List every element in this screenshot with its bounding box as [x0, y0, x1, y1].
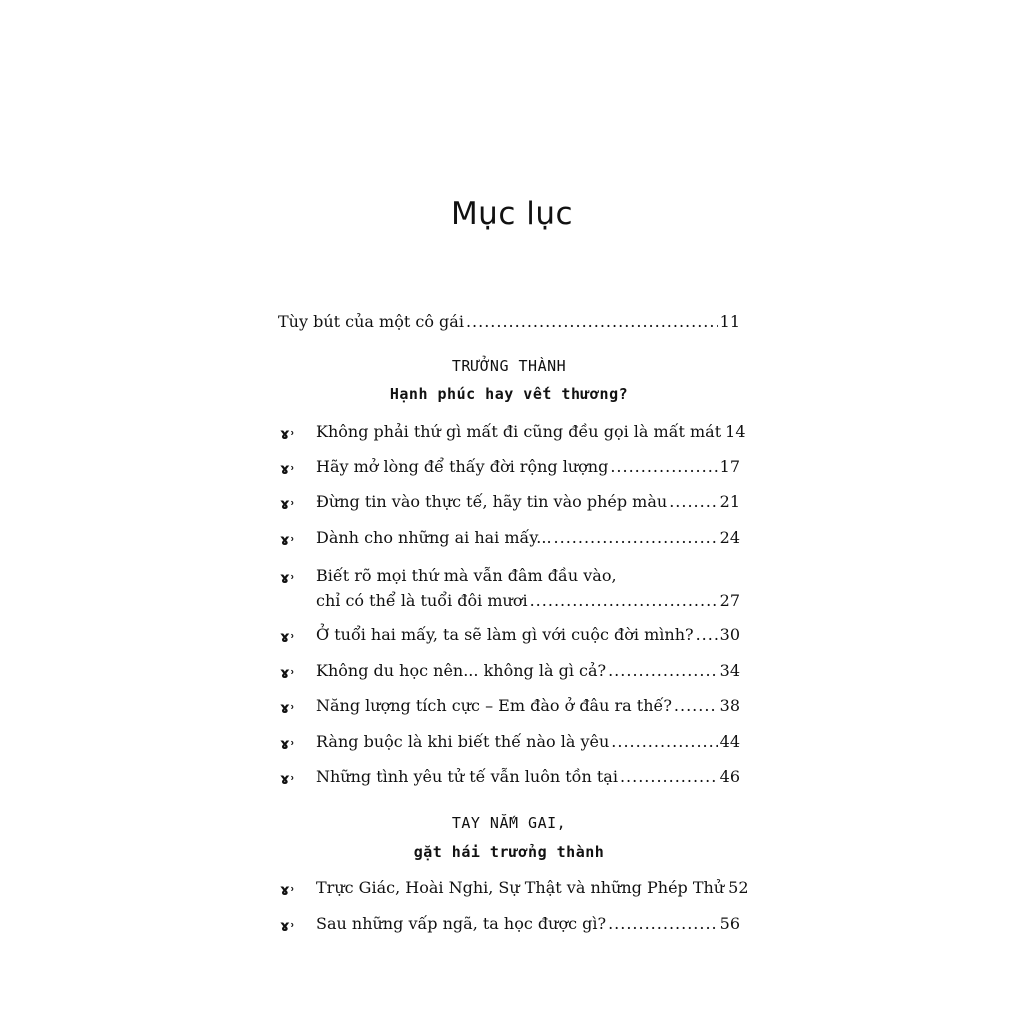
- leader-dots: [674, 696, 718, 715]
- toc-entry-page: 11: [719, 312, 740, 331]
- bullet-icon: ɤ˒: [280, 425, 296, 443]
- toc-entry-text: Đừng tin vào thực tế, hãy tin vào phép màu: [316, 492, 668, 511]
- toc-entry-page: 17: [719, 457, 740, 476]
- section-heading: TRƯỞNG THÀNH: [451, 357, 567, 375]
- section-heading: TAY NẮM GAI,: [451, 814, 567, 832]
- toc-entry-page: 14: [725, 422, 746, 441]
- toc-entry-text: Không du học nên... không là gì cả?: [316, 661, 607, 680]
- toc-entry-text: Ở tuổi hai mấy, ta sẽ làm gì với cuộc đời mình?: [316, 625, 694, 644]
- toc-entry: [316, 732, 740, 751]
- toc-entry: [316, 696, 740, 715]
- leader-dots: [696, 625, 718, 644]
- section-subheading: gặt hái trưởng thành: [413, 843, 605, 861]
- toc-entry: [316, 625, 740, 644]
- bullet-icon: ɤ˒: [280, 628, 296, 646]
- bullet-icon: ɤ˒: [280, 881, 296, 899]
- toc-entry-page: 38: [719, 696, 740, 715]
- toc-entry-text: chỉ có thể là tuổi đôi mươi: [316, 591, 528, 610]
- bullet-icon: ɤ˒: [280, 460, 296, 478]
- toc-entry-page: 56: [719, 914, 740, 933]
- toc-entry-page: 30: [719, 625, 740, 644]
- leader-dots: [610, 457, 717, 476]
- toc-entry-page: 44: [719, 732, 740, 751]
- toc-entry-text: Biết rõ mọi thứ mà vẫn đâm đầu vào,: [316, 566, 617, 585]
- page-title: Mục lục: [450, 196, 574, 232]
- leader-dots: [669, 492, 717, 511]
- toc-entry: [316, 422, 746, 441]
- toc-entry-page: 52: [728, 878, 749, 897]
- section-subheading: Hạnh phúc hay vết thương?: [389, 385, 629, 403]
- toc-entry: [316, 528, 740, 547]
- toc-entry-text: Sau những vấp ngã, ta học được gì?: [316, 914, 607, 933]
- leader-dots: [530, 591, 718, 610]
- toc-entry-page: 24: [719, 528, 740, 547]
- bullet-icon: ɤ˒: [280, 770, 296, 788]
- toc-entry: [316, 457, 740, 476]
- toc-entry-text: Hãy mở lòng để thấy đời rộng lượng: [316, 457, 609, 476]
- bullet-icon: ɤ˒: [280, 664, 296, 682]
- leader-dots: [554, 528, 718, 547]
- toc-entry-page: 21: [719, 492, 740, 511]
- toc-entry: [316, 492, 740, 511]
- toc-entry-page: 34: [719, 661, 740, 680]
- toc-entry: [316, 767, 740, 786]
- bullet-icon: ɤ˒: [280, 495, 296, 513]
- toc-entry: [316, 914, 740, 933]
- bullet-icon: ɤ˒: [280, 917, 296, 935]
- bullet-icon: ɤ˒: [280, 735, 296, 753]
- toc-entry-text: Năng lượng tích cực – Em đào ở đâu ra thế?: [316, 696, 672, 715]
- leader-dots: [620, 767, 718, 786]
- leader-dots: [608, 661, 718, 680]
- toc-entry-text: Những tình yêu tử tế vẫn luôn tồn tại: [316, 767, 618, 786]
- toc-entry-text: Trực Giác, Hoài Nghi, Sự Thật và những Phép Thử: [316, 878, 725, 897]
- toc-entry-text: Tùy bút của một cô gái: [278, 312, 464, 331]
- toc-entry-line1: [316, 566, 740, 585]
- bullet-icon: ɤ˒: [280, 699, 296, 717]
- toc-entry-text: Ràng buộc là khi biết thế nào là yêu: [316, 732, 610, 751]
- toc-entry-page: 27: [719, 591, 740, 610]
- leader-dots: [608, 914, 718, 933]
- bullet-icon: ɤ˒: [280, 569, 296, 587]
- bullet-icon: ɤ˒: [280, 531, 296, 549]
- leader-dots: [611, 732, 717, 751]
- leader-dots: [466, 312, 718, 331]
- toc-entry-text: Không phải thứ gì mất đi cũng đều gọi là mất mát: [316, 422, 722, 441]
- toc-entry: [316, 878, 749, 897]
- toc-entry-text: Dành cho những ai hai mấy...: [316, 528, 552, 547]
- toc-entry-line2: [316, 591, 740, 610]
- toc-entry: [316, 661, 740, 680]
- toc-entry-page: 46: [719, 767, 740, 786]
- toc-entry-intro: [278, 312, 740, 331]
